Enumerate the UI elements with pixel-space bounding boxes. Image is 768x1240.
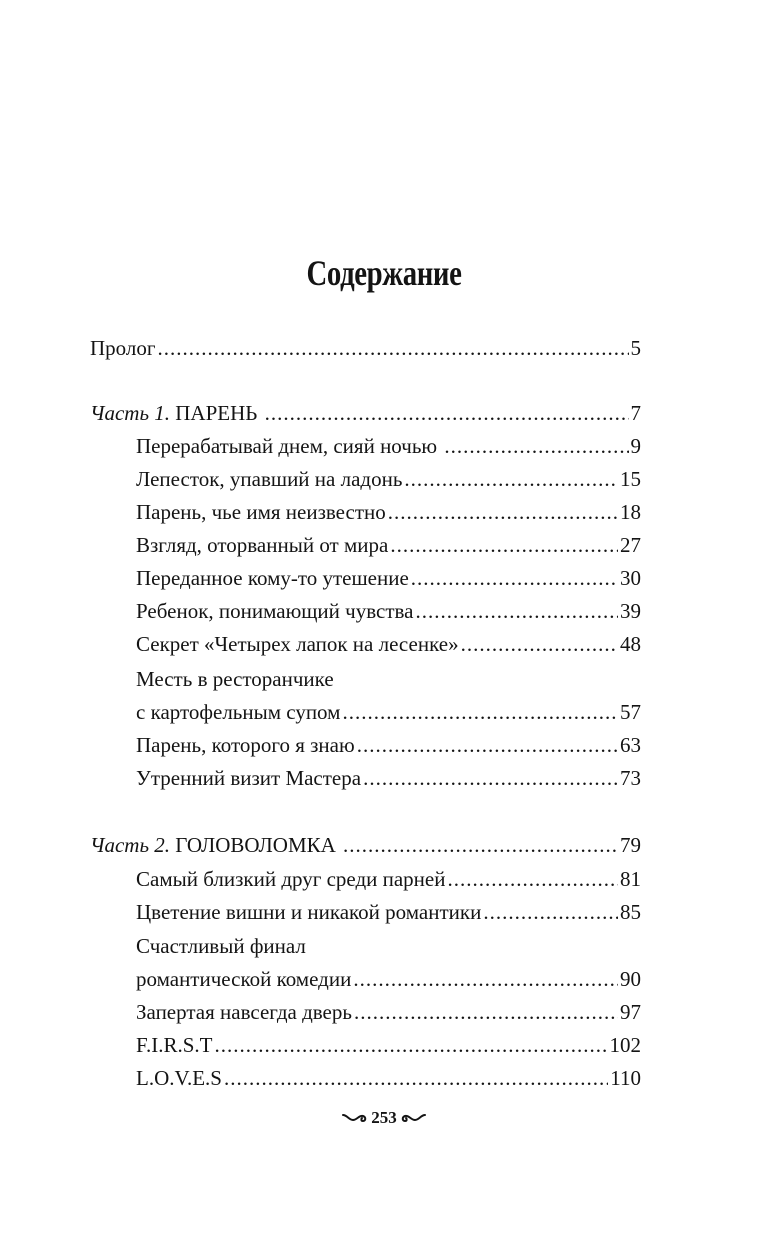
leader-dots [404, 464, 618, 494]
leader-dots [343, 830, 618, 860]
toc-entry [136, 464, 641, 494]
leader-dots [354, 997, 618, 1027]
toc-entry-line1 [136, 931, 641, 961]
leader-dots [363, 763, 618, 793]
leader-dots [353, 964, 618, 994]
leader-dots [483, 897, 618, 927]
toc-entry-prologue [90, 333, 641, 363]
part-prefix: Часть 1. [90, 401, 171, 425]
leader-dots [224, 1063, 608, 1093]
toc-page: 73 [620, 766, 641, 790]
toc-page: 110 [610, 1066, 641, 1090]
leader-dots [411, 563, 618, 593]
ornament-right-icon [400, 1111, 426, 1125]
toc-entry-part2 [90, 830, 641, 860]
toc-entry [136, 530, 641, 560]
toc-label: Парень, которого я знаю [136, 733, 355, 757]
part-prefix: Часть 2. [90, 833, 171, 857]
toc-page: 27 [620, 533, 641, 557]
toc-page: 9 [630, 434, 641, 458]
toc-page: 102 [609, 1033, 641, 1057]
leader-dots [215, 1030, 608, 1060]
toc-page: 85 [620, 900, 641, 924]
part-name: ПАРЕНЬ [175, 401, 258, 425]
leader-dots [415, 596, 618, 626]
toc-entry [136, 997, 641, 1027]
toc-page: 15 [620, 467, 641, 491]
toc-label: романтической комедии [136, 967, 352, 991]
toc-entry-part1 [90, 398, 641, 428]
toc-label: Пролог [90, 336, 156, 360]
page-footer [0, 1108, 768, 1128]
toc-entry [136, 964, 641, 994]
toc-label: Перерабатывай днем, сияй ночью [136, 434, 438, 458]
leader-dots [388, 497, 618, 527]
toc-label: Ребенок, понимающий чувства [136, 599, 414, 623]
toc-label: с картофельным супом [136, 700, 341, 724]
toc-page: 90 [620, 967, 641, 991]
toc-page: 97 [620, 1000, 641, 1024]
leader-dots [390, 530, 618, 560]
toc-entry-line1 [136, 664, 641, 694]
leader-dots [342, 697, 618, 727]
page-number: 253 [371, 1108, 397, 1127]
toc-label: Секрет «Четырех лапок на лесенке» [136, 632, 459, 656]
toc-page: 48 [620, 632, 641, 656]
toc-label: Самый близкий друг среди парней [136, 867, 446, 891]
toc-page: 63 [620, 733, 641, 757]
toc-label: Парень, чье имя неизвестно [136, 500, 386, 524]
leader-dots [357, 730, 618, 760]
part-name: ГОЛОВОЛОМКА [175, 833, 336, 857]
toc-entry [136, 563, 641, 593]
toc-page: 57 [620, 700, 641, 724]
toc-entry [136, 897, 641, 927]
toc-entry [136, 730, 641, 760]
toc-entry [136, 864, 641, 894]
toc-entry [136, 1030, 641, 1060]
toc-label: Счастливый финал [136, 934, 306, 958]
toc-entry [136, 629, 641, 659]
toc-page: 79 [620, 833, 641, 857]
toc-entry [136, 1063, 641, 1093]
page-title: Содержание [306, 253, 462, 293]
toc-label: Лепесток, упавший на ладонь [136, 467, 403, 491]
toc-entry [136, 596, 641, 626]
toc-entry [136, 763, 641, 793]
toc-entry [136, 497, 641, 527]
leader-dots [447, 864, 618, 894]
toc-label: Переданное кому-то утешение [136, 566, 409, 590]
toc-label: Утренний визит Мастера [136, 766, 362, 790]
toc-label [90, 830, 341, 860]
toc-label: Взгляд, оторванный от мира [136, 533, 389, 557]
toc-label: Месть в ресторанчике [136, 667, 334, 691]
toc-page: 30 [620, 566, 641, 590]
toc-page: 39 [620, 599, 641, 623]
toc-label [90, 398, 263, 428]
toc-label: Цветение вишни и никакой романтики [136, 900, 482, 924]
leader-dots [461, 629, 618, 659]
ornament-left-icon [342, 1111, 368, 1125]
leader-dots [157, 333, 628, 363]
toc-entry [136, 697, 641, 727]
toc-label: F.I.R.S.T [136, 1033, 213, 1057]
toc-page: 7 [630, 401, 641, 425]
toc-entry [136, 431, 641, 461]
leader-dots [265, 398, 629, 428]
toc-page: 18 [620, 500, 641, 524]
toc-page: 5 [630, 336, 641, 360]
toc-page: 81 [620, 867, 641, 891]
leader-dots [444, 431, 628, 461]
toc-label: Запертая навсегда дверь [136, 1000, 352, 1024]
toc-label: L.O.V.E.S [136, 1066, 222, 1090]
